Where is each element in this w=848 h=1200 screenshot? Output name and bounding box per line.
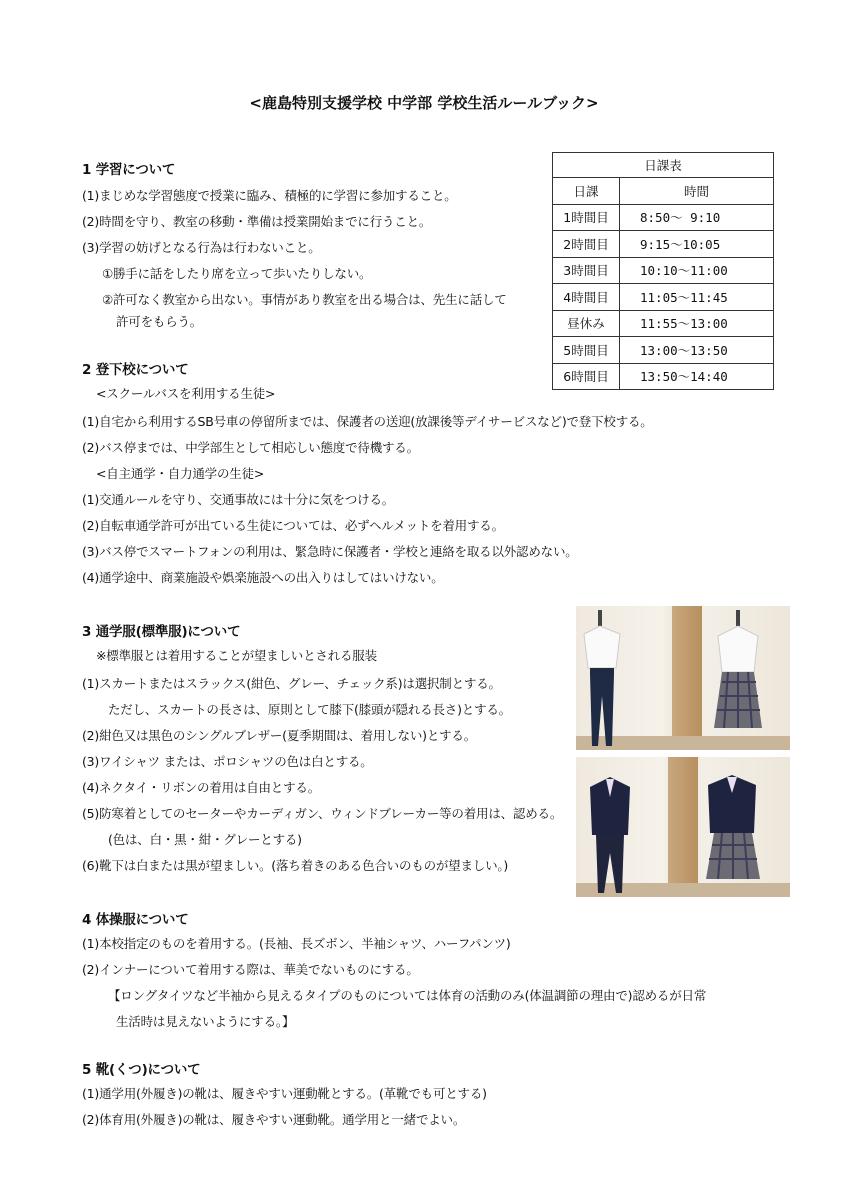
shoes-rule: (2)体育用(外履き)の靴は、履きやすい運動靴。通学用と一緒でよい。 <box>82 1112 466 1127</box>
summer-uniform-photo <box>576 606 790 750</box>
commute-rule: (4)通学途中、商業施設や娯楽施設への出入りはしてはいけない。 <box>82 570 444 585</box>
uniform-rule: (色は、白・黒・紺・グレーとする) <box>108 832 302 847</box>
commute-rule: (2)自転車通学許可が出ている生徒については、必ずヘルメットを着用する。 <box>82 518 504 533</box>
study-rule: (1)まじめな学習態度で授業に臨み、積極的に学習に参加すること。 <box>82 188 457 203</box>
schedule-row <box>553 337 774 364</box>
schedule-row <box>553 284 774 311</box>
commute-subheading-bus: <スクールバスを利用する生徒> <box>96 386 276 401</box>
schedule-header-period: 日課 <box>553 178 620 205</box>
study-subrule: ①勝手に話をしたり席を立って歩いたりしない。 <box>102 266 372 281</box>
uniform-rule: (3)ワイシャツ または、ポロシャツの色は白とする。 <box>82 754 373 769</box>
gym-rule: 【ロングタイツなど半袖から見えるタイプのものについては体育の活動のみ(体温調節の理由で)認めるが日常 <box>108 988 707 1003</box>
schedule-period: 6時間目 <box>553 363 620 390</box>
winter-uniform-photo <box>576 757 790 897</box>
schedule-caption: 日課表 <box>553 153 774 178</box>
uniform-rule: (6)靴下は白または黒が望ましい。(落ち着きのある色合いのものが望ましい。) <box>82 858 509 873</box>
gym-rule: 生活時は見えないようにする。】 <box>116 1014 295 1029</box>
schedule-period: 2時間目 <box>553 231 620 258</box>
study-rule: (3)学習の妨げとなる行為は行わないこと。 <box>82 240 321 255</box>
study-subrule: 許可をもらう。 <box>116 314 203 329</box>
schedule-period: 1時間目 <box>553 204 620 231</box>
schedule-time: 8:50～ 9:10 <box>620 204 774 231</box>
schedule-time: 11:05～11:45 <box>620 284 774 311</box>
schedule-time: 11:55～13:00 <box>620 310 774 337</box>
section-heading-shoes: 5 靴(くつ)について <box>82 1062 201 1078</box>
gym-rule: (1)本校指定のものを着用する。(長袖、長ズボン、半袖シャツ、ハーフパンツ) <box>82 936 511 951</box>
schedule-row <box>553 257 774 284</box>
commute-subheading-self: <自主通学・自力通学の生徒> <box>96 466 265 481</box>
uniform-rule: (4)ネクタイ・リボンの着用は自由とする。 <box>82 780 321 795</box>
uniform-rule: ただし、スカートの長さは、原則として膝下(膝頭が隠れる長さ)とする。 <box>108 702 511 717</box>
schedule-time: 13:50～14:40 <box>620 363 774 390</box>
schedule-period: 昼休み <box>553 310 620 337</box>
schedule-period: 5時間目 <box>553 337 620 364</box>
commute-rule: (2)バス停までは、中学部生として相応しい態度で待機する。 <box>82 440 419 455</box>
schedule-row <box>553 231 774 258</box>
schedule-row <box>553 363 774 390</box>
shoes-rule: (1)通学用(外履き)の靴は、履きやすい運動靴とする。(革靴でも可とする) <box>82 1086 487 1101</box>
uniform-rule: (1)スカートまたはスラックス(紺色、グレー、チェック系)は選択制とする。 <box>82 676 501 691</box>
section-heading-commute: 2 登下校について <box>82 362 189 378</box>
study-subrule: ②許可なく教室から出ない。事情があり教室を出る場合は、先生に話して <box>102 292 507 307</box>
section-heading-uniform: 3 通学服(標準服)について <box>82 624 241 640</box>
schedule-time: 10:10～11:00 <box>620 257 774 284</box>
commute-rule: (1)自宅から利用するSB号車の停留所までは、保護者の送迎(放課後等デイサービスなど)で登下校する。 <box>82 414 653 429</box>
schedule-period: 4時間目 <box>553 284 620 311</box>
schedule-period: 3時間目 <box>553 257 620 284</box>
gym-rule: (2)インナーについて着用する際は、華美でないものにする。 <box>82 962 419 977</box>
commute-rule: (3)バス停でスマートフォンの利用は、緊急時に保護者・学校と連絡を取る以外認めない。 <box>82 544 578 559</box>
commute-rule: (1)交通ルールを守り、交通事故には十分に気をつける。 <box>82 492 395 507</box>
section-heading-study: 1 学習について <box>82 162 176 178</box>
schedule-time: 9:15～10:05 <box>620 231 774 258</box>
schedule-table <box>552 152 774 390</box>
uniform-rule: (5)防寒着としてのセーターやカーディガン、ウィンドブレーカー等の着用は、認める。 <box>82 806 563 821</box>
section-heading-gym-clothes: 4 体操服について <box>82 912 189 928</box>
uniform-rule: (2)紺色又は黒色のシングルブレザー(夏季期間は、着用しない)とする。 <box>82 728 477 743</box>
page-title: <鹿島特別支援学校 中学部 学校生活ルールブック> <box>249 94 599 112</box>
schedule-row <box>553 204 774 231</box>
schedule-header-time: 時間 <box>620 178 774 205</box>
uniform-note: ※標準服とは着用することが望ましいとされる服装 <box>96 648 377 663</box>
schedule-row <box>553 310 774 337</box>
schedule-time: 13:00～13:50 <box>620 337 774 364</box>
study-rule: (2)時間を守り、教室の移動・準備は授業開始までに行うこと。 <box>82 214 432 229</box>
